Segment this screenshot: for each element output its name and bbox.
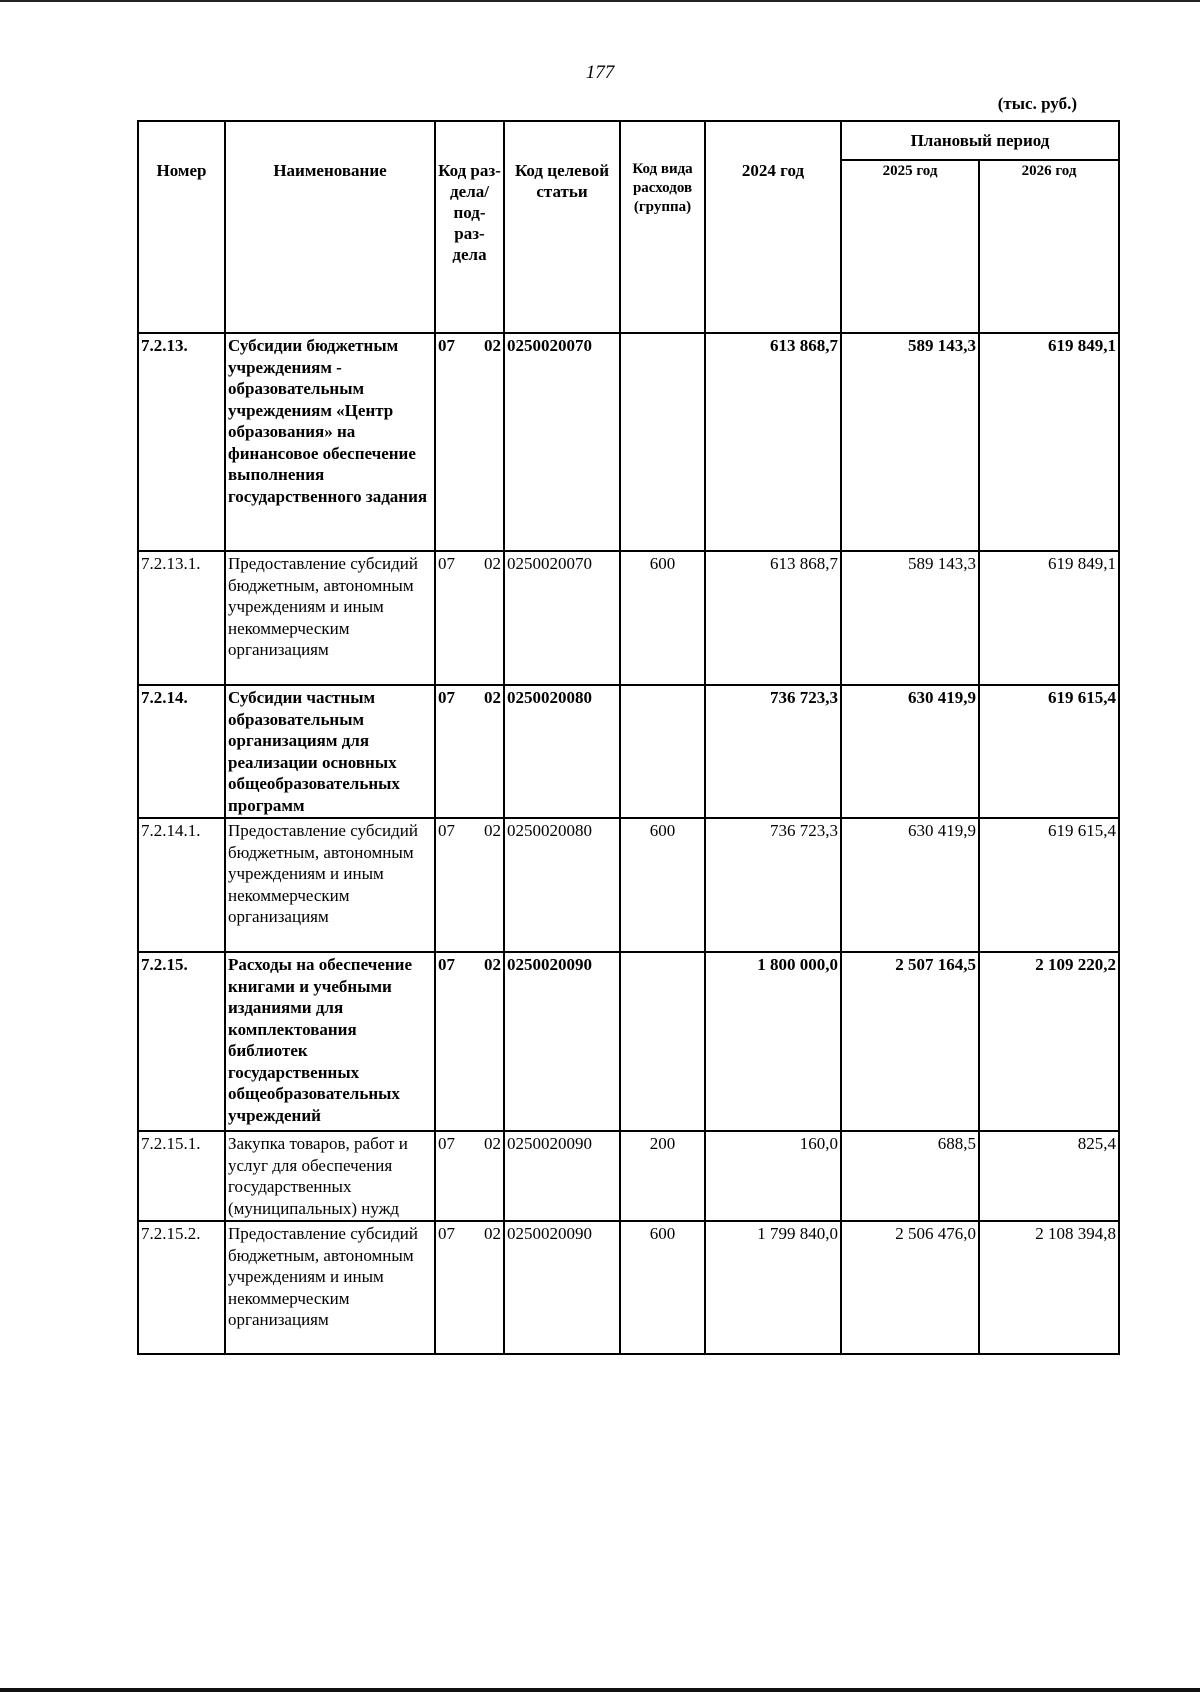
header-year-2024: 2024 год: [705, 121, 841, 333]
subsection-code: 02: [484, 554, 501, 573]
row-expense-type: 200: [620, 1131, 705, 1221]
row-name: Расходы на обеспечение книгами и учебными изданиями для комплектования библиотек государственных общеобразовательных учреждений: [225, 952, 435, 1131]
row-amount-2024: 1 799 840,0: [705, 1221, 841, 1354]
row-amount-2025: 2 506 476,0: [841, 1221, 979, 1354]
row-amount-2026: 619 615,4: [979, 685, 1119, 818]
row-amount-2025: 688,5: [841, 1131, 979, 1221]
section-code: 07: [438, 821, 455, 840]
row-amount-2025: 2 507 164,5: [841, 952, 979, 1131]
header-name: Наименование: [225, 121, 435, 333]
row-amount-2025: 630 419,9: [841, 685, 979, 818]
header-section-code: Код раз- дела/ под- раз- дела: [435, 121, 504, 333]
row-target-code: 0250020090: [504, 1131, 620, 1221]
row-name: Субсидии бюджетным учреждениям - образовательным учреждениям «Центр образования» на финансовое обеспечение выполнения государственного задания: [225, 333, 435, 551]
header-target-code: Код целевой статьи: [504, 121, 620, 333]
row-target-code: 0250020080: [504, 818, 620, 952]
row-target-code: 0250020090: [504, 952, 620, 1131]
row-section-code: [435, 818, 504, 952]
row-amount-2024: 736 723,3: [705, 818, 841, 952]
subsection-code: 02: [484, 1134, 501, 1153]
table-row: [138, 1221, 1119, 1354]
section-code: 07: [438, 688, 455, 707]
row-expense-type: 600: [620, 551, 705, 685]
row-amount-2025: 589 143,3: [841, 551, 979, 685]
section-code: 07: [438, 554, 455, 573]
table-body: [138, 333, 1119, 1354]
header-year-2025: 2025 год: [841, 160, 979, 333]
header-row: [138, 121, 1119, 160]
row-section-code: [435, 1131, 504, 1221]
row-name: Закупка товаров, работ и услуг для обеспечения государственных (муниципальных) нужд: [225, 1131, 435, 1221]
row-amount-2026: 619 615,4: [979, 818, 1119, 952]
scan-bottom-edge: [0, 1688, 1200, 1692]
header-planning-period: Плановый период: [841, 121, 1119, 160]
row-amount-2024: 736 723,3: [705, 685, 841, 818]
table-row: [138, 333, 1119, 551]
header-year-2026: 2026 год: [979, 160, 1119, 333]
subsection-code: 02: [484, 336, 501, 355]
section-code-pair: [438, 335, 501, 357]
section-code-pair: [438, 820, 501, 842]
row-expense-type: 600: [620, 1221, 705, 1354]
section-code: 07: [438, 1134, 455, 1153]
units-label: (тыс. руб.): [997, 94, 1077, 113]
row-target-code: 0250020090: [504, 1221, 620, 1354]
page-number: 177: [585, 62, 615, 83]
section-code-pair: [438, 954, 501, 976]
row-amount-2026: 619 849,1: [979, 551, 1119, 685]
subsection-code: 02: [484, 821, 501, 840]
subsection-code: 02: [484, 688, 501, 707]
row-name: Субсидии частным образовательным организациям для реализации основных общеобразовательных программ: [225, 685, 435, 818]
subsection-code: 02: [484, 955, 501, 974]
row-section-code: [435, 952, 504, 1131]
row-expense-type: [620, 952, 705, 1131]
row-name: Предоставление субсидий бюджетным, автономным учреждениям и иным некоммерческим организациям: [225, 818, 435, 952]
row-section-code: [435, 333, 504, 551]
row-name: Предоставление субсидий бюджетным, автономным учреждениям и иным некоммерческим организациям: [225, 551, 435, 685]
row-amount-2024: 1 800 000,0: [705, 952, 841, 1131]
row-target-code: 0250020070: [504, 333, 620, 551]
row-section-code: [435, 685, 504, 818]
table-row: [138, 818, 1119, 952]
row-amount-2024: 160,0: [705, 1131, 841, 1221]
row-target-code: 0250020080: [504, 685, 620, 818]
row-amount-2024: 613 868,7: [705, 551, 841, 685]
row-section-code: [435, 1221, 504, 1354]
row-name: Предоставление субсидий бюджетным, автономным учреждениям и иным некоммерческим организациям: [225, 1221, 435, 1354]
row-number: 7.2.13.1.: [138, 551, 225, 685]
budget-table: [137, 120, 1120, 1355]
header-expense-type: Код вида расходов (группа): [620, 121, 705, 333]
row-number: 7.2.15.2.: [138, 1221, 225, 1354]
section-code: 07: [438, 336, 455, 355]
row-expense-type: [620, 333, 705, 551]
row-amount-2026: 825,4: [979, 1131, 1119, 1221]
row-expense-type: 600: [620, 818, 705, 952]
row-amount-2024: 613 868,7: [705, 333, 841, 551]
row-number: 7.2.14.1.: [138, 818, 225, 952]
section-code-pair: [438, 1133, 501, 1155]
section-code-pair: [438, 1223, 501, 1245]
table-row: [138, 952, 1119, 1131]
row-amount-2026: 2 109 220,2: [979, 952, 1119, 1131]
section-code-pair: [438, 687, 501, 709]
row-target-code: 0250020070: [504, 551, 620, 685]
section-code-pair: [438, 553, 501, 575]
table-row: [138, 685, 1119, 818]
scan-top-edge: [0, 0, 1200, 2]
section-code: 07: [438, 955, 455, 974]
row-number: 7.2.13.: [138, 333, 225, 551]
table-row: [138, 1131, 1119, 1221]
header-number: Номер: [138, 121, 225, 333]
section-code: 07: [438, 1224, 455, 1243]
row-amount-2026: 2 108 394,8: [979, 1221, 1119, 1354]
row-amount-2025: 630 419,9: [841, 818, 979, 952]
table-row: [138, 551, 1119, 685]
row-expense-type: [620, 685, 705, 818]
subsection-code: 02: [484, 1224, 501, 1243]
row-number: 7.2.14.: [138, 685, 225, 818]
row-number: 7.2.15.: [138, 952, 225, 1131]
row-amount-2025: 589 143,3: [841, 333, 979, 551]
row-amount-2026: 619 849,1: [979, 333, 1119, 551]
row-number: 7.2.15.1.: [138, 1131, 225, 1221]
row-section-code: [435, 551, 504, 685]
